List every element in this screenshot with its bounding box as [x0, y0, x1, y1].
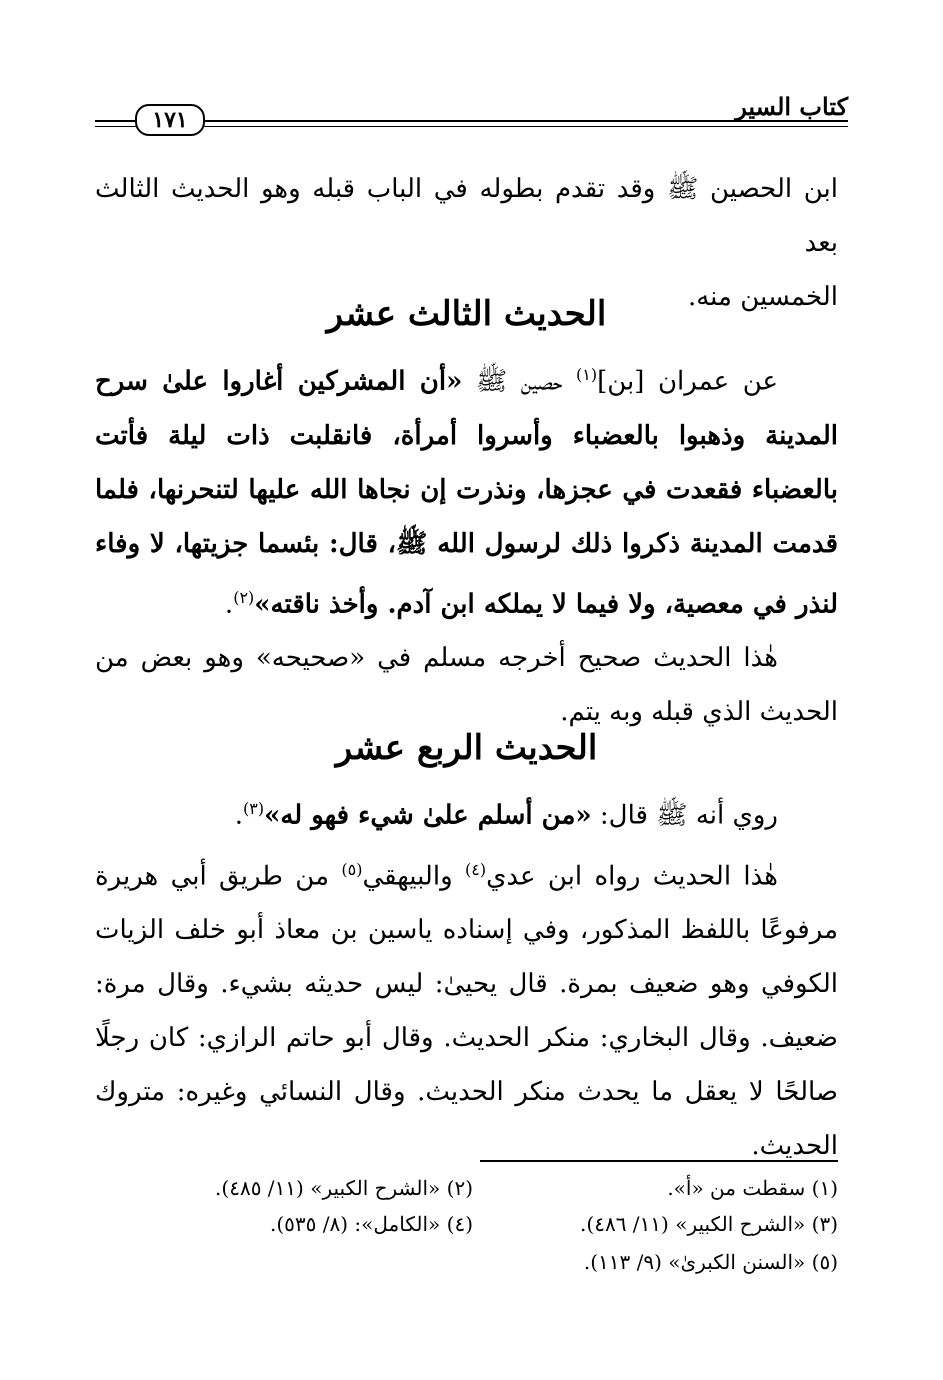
section-13-heading: الحديث الثالث عشر [326, 294, 607, 334]
footnote-5: (٥) «السنن الكبرىٰ» (٩/ ١١٣). [583, 1250, 838, 1274]
commentary-part-b: والبيهقي [362, 861, 465, 892]
footnote-separator [480, 1160, 838, 1162]
running-header [95, 92, 848, 138]
hadith-14-text: «من أسلم علىٰ شيء فهو له» [264, 800, 592, 831]
footnote-1: (١) سقطت من «أ». [667, 1176, 838, 1200]
commentary-part-c: من طريق أبي هريرة مرفوعًا باللفظ المذكور، وفي إسناده ياسين بن معاذ أبو خلف الزيات الكوفي وهو ضعيف بمرة. قال يحيىٰ: ليس حديثه بشيء. وقال مرة: ضعيف. وقال البخاري: منكر الحديث. وقال أبو حاتم الرازي: كان رجلًا صالحًا لا يعقل ما يحدث منكر الحديث. وقال النسائي وغيره: متروك الحديث. [95, 861, 838, 1162]
footnote-ref-5: (٥) [341, 859, 363, 879]
section-14-heading: الحديث الربع عشر [335, 728, 598, 768]
section-13-body [95, 348, 838, 739]
hadith-13-text: «أن المشركين أغاروا علىٰ سرح المدينة وذهبوا بالعضباء وأسروا أمرأة، فانقلبت ذات ليلة فأتت بالعضباء فقعدت في عجزها، ونذرت إن نجاها الله عليها لتنحرنها، فلما قدمت المدينة ذكروا ذلك لرسول الله ﷺ، قال: بئسما جزيتها، لا وفاء لنذر في معصية، ولا فيما لا يملكه ابن آدم. وأخذ ناقته» [95, 366, 838, 620]
commentary-part-a: هٰذا الحديث رواه ابن عدي [486, 861, 778, 892]
footnote-4: (٤) «الكامل»: (٨/ ٥٣٥). [269, 1212, 473, 1236]
footnote-3: (٣) «الشرح الكبير» (١١/ ٤٨٦). [580, 1212, 838, 1236]
hadith-13-commentary: هٰذا الحديث صحيح أخرجه مسلم في «صحيحه» وهو بعض من الحديث الذي قبله وبه يتم. [95, 643, 838, 728]
intro-line-1: ابن الحصين ﷺ وقد تقدم بطوله في الباب قبله وهو الحديث الثالث بعد [95, 174, 838, 258]
footnote-ref-3: (٣) [242, 799, 265, 818]
page-number: ١٧١ [135, 104, 205, 136]
hadith-14-lead: روي أنه ﷺ قال: [591, 800, 778, 831]
footnote-2: (٢) «الشرح الكبير» (١١/ ٤٨٥). [215, 1176, 473, 1200]
section-14-body [95, 782, 838, 1173]
footnote-ref-4: (٤) [464, 859, 487, 879]
hadith-13-lead: عن عمران [بن] [597, 366, 779, 397]
hadith-14-paragraph: روي أنه ﷺ قال: «من أسلم علىٰ شيء فهو له»$^{(٣)}$. [234, 799, 778, 831]
footnote-ref-2: (٢) [233, 587, 255, 607]
chapter-title: كتاب السير [735, 92, 848, 121]
hadith-13-paragraph: عن عمران [بن]$^{(١)}$ حصين ﷺ «أن المشركين أغاروا علىٰ سرح المدينة وذهبوا بالعضباء وأسروا أمرأة، فانقلبت ذات ليلة فأتت بالعضباء فقعدت في عجزها، ونذرت إن نجاها الله عليها لتنحرنها، فلما قدمت المدينة ذكروا ذلك لرسول الله ﷺ، قال: بئسما جزيتها، لا وفاء لنذر في معصية، ولا فيما لا يملكه ابن آدم. وأخذ ناقته»$^{(٢)}$. [95, 365, 838, 620]
hadith-14-commentary [95, 843, 838, 1174]
intro-line-2: الخمسين منه. [687, 282, 838, 312]
hadith-13-lead-after: حصين ﷺ [462, 366, 577, 397]
header-rule-thin [95, 126, 848, 127]
footnote-ref-1: (١) [576, 365, 598, 384]
